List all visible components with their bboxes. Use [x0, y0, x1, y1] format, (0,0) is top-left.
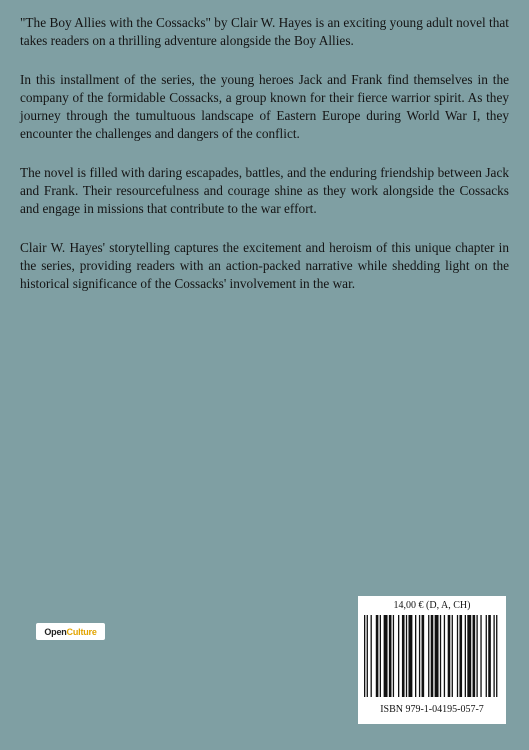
price-label: 14,00 € (D, A, CH): [393, 600, 471, 611]
publisher-logo: [36, 623, 105, 640]
back-cover-description: [20, 14, 509, 314]
barcode-icon: [364, 615, 500, 697]
publisher-logo-accent-text: Culture: [66, 626, 97, 637]
description-paragraph: Clair W. Hayes' storytelling captures the excitement and heroism of this unique chapter in the series, providing readers with an action-packed narrative while shedding light on the historical significance of the Cossacks' involvement in the war.: [20, 240, 509, 291]
isbn-label: ISBN 979-1-04195-057-7: [380, 704, 484, 715]
description-paragraph: In this installment of the series, the young heroes Jack and Frank find themselves in the company of the formidable Cossacks, a group known for their fierce warrior spirit. As they journey through the tumultuous landscape of Eastern Europe during World War I, they encounter the challenges and dangers of the conflict.: [20, 72, 509, 141]
description-paragraph: "The Boy Allies with the Cossacks" by Clair W. Hayes is an exciting young adult novel that takes readers on a thrilling adventure alongside the Boy Allies.: [20, 15, 509, 48]
barcode-panel: [358, 596, 506, 724]
description-paragraph: The novel is filled with daring escapades, battles, and the enduring friendship between Jack and Frank. Their resourcefulness and courage shine as they work alongside the Cossacks and engage in missions that contribute to the war effort.: [20, 165, 509, 216]
publisher-logo-text: Open: [44, 626, 67, 637]
